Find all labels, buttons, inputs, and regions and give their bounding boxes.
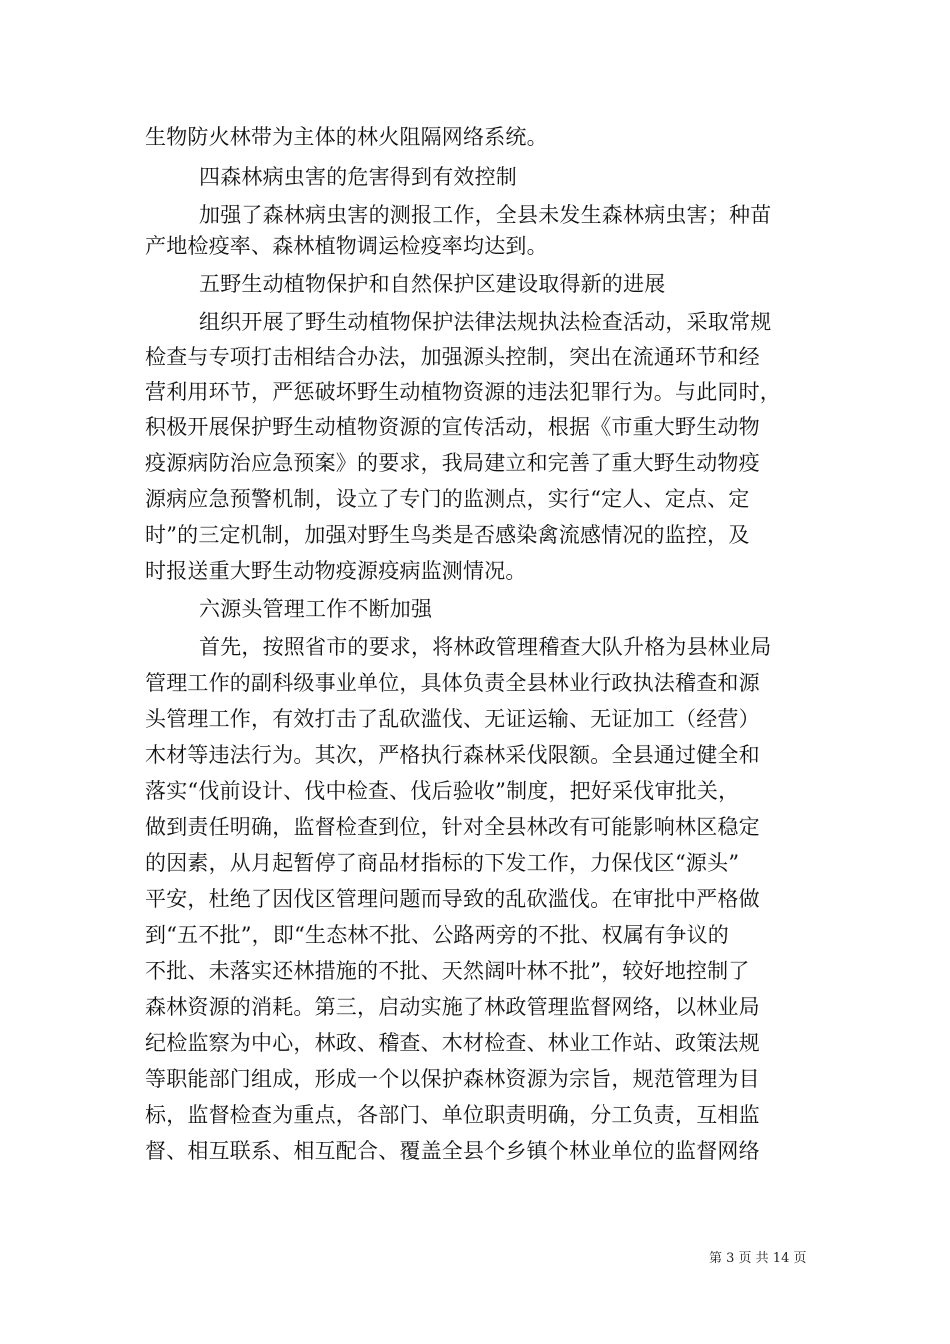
text-line: 疫源病防治应急预案》的要求，我局建立和完善了重大野生动物疫 (145, 451, 760, 475)
text-line: 源病应急预警机制，设立了专门的监测点，实行“定人、定点、定 (145, 487, 750, 511)
text-line: 头管理工作，有效打击了乱砍滥伐、无证运输、无证加工（经营） (145, 707, 760, 731)
text-line: 森林资源的消耗。第三，启动实施了林政管理监督网络，以林业局 (145, 995, 760, 1019)
section-heading: 五野生动植物保护和自然保护区建设取得新的进展 (199, 272, 666, 296)
text-line: 管理工作的副科级事业单位，具体负责全县林业行政执法稽查和源 (145, 671, 760, 695)
text-line: 积极开展保护野生动植物资源的宣传活动，根据《市重大野生动物 (145, 415, 760, 439)
text-line: 督、相互联系、相互配合、覆盖全县个乡镇个林业单位的监督网络 (145, 1139, 760, 1163)
text-line: 等职能部门组成，形成一个以保护森林资源为宗旨，规范管理为目 (145, 1067, 760, 1091)
text-line: 不批、未落实还林措施的不批、天然阔叶林不批”，较好地控制了 (145, 959, 750, 983)
text-line: 产地检疫率、森林植物调运检疫率均达到。 (145, 234, 548, 258)
text-line: 生物防火林带为主体的林火阻隔网络系统。 (145, 125, 548, 149)
text-line: 木材等违法行为。其次，严格执行森林采伐限额。全县通过健全和 (145, 743, 760, 767)
text-line: 营利用环节，严惩破坏野生动植物资源的违法犯罪行为。与此同时， (145, 380, 781, 404)
text-line: 到“五不批”，即“生态林不批、公路两旁的不批、权属有争议的 (145, 923, 730, 947)
text-line: 纪检监察为中心，林政、稽查、木材检查、林业工作站、政策法规 (145, 1031, 760, 1055)
text-line: 平安，杜绝了因伐区管理问题而导致的乱砍滥伐。在审批中严格做 (145, 887, 760, 911)
text-line: 做到责任明确，监督检查到位，针对全县林改有可能影响林区稳定 (145, 815, 760, 839)
text-line: 标，监督检查为重点，各部门、单位职责明确，分工负责，互相监 (145, 1103, 760, 1127)
page-number: 第 3 页 共 14 页 (709, 1251, 807, 1266)
section-heading: 四森林病虫害的危害得到有效控制 (199, 165, 517, 189)
text-line: 时报送重大野生动物疫源疫病监测情况。 (145, 559, 527, 583)
text-line: 的因素，从月起暂停了商品材指标的下发工作，力保伐区“源头” (145, 851, 740, 875)
text-line: 首先，按照省市的要求，将林政管理稽查大队升格为县林业局 (199, 635, 772, 659)
text-line: 时”的三定机制，加强对野生鸟类是否感染禽流感情况的监控，及 (145, 523, 750, 547)
text-line: 检查与专项打击相结合办法，加强源头控制，突出在流通环节和经 (145, 345, 760, 369)
section-heading: 六源头管理工作不断加强 (199, 597, 433, 621)
text-line: 组织开展了野生动植物保护法律法规执法检查活动，采取常规 (199, 310, 772, 334)
text-line: 加强了森林病虫害的测报工作，全县未发生森林病虫害；种苗 (199, 203, 772, 227)
text-line: 落实“伐前设计、伐中检查、伐后验收”制度，把好采伐审批关， (145, 779, 740, 803)
